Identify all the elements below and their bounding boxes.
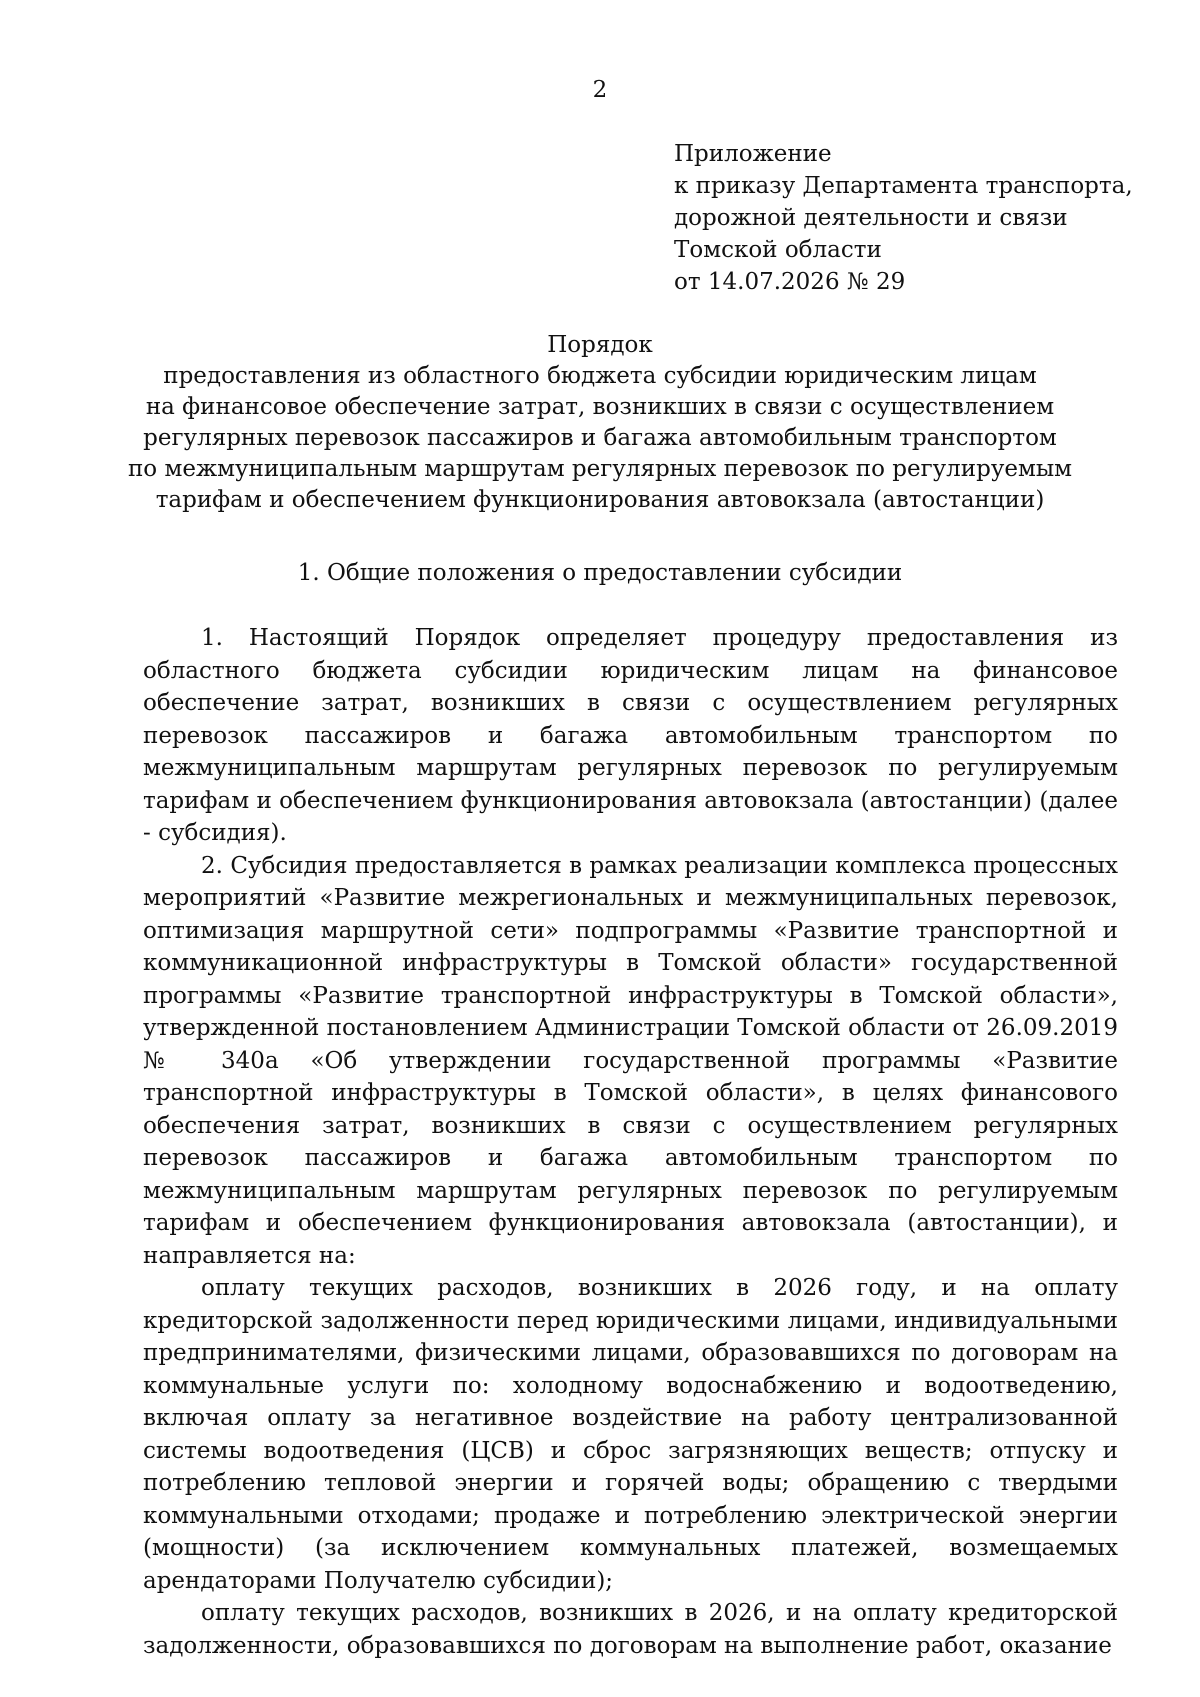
document-body — [143, 622, 1118, 1662]
title-line: предоставления из областного бюджета субсидии юридическим лицам — [163, 363, 1037, 389]
appendix-line: Томской области — [674, 237, 882, 263]
title-line: регулярных перевозок пассажиров и багажа автомобильным транспортом — [143, 425, 1057, 451]
title-line: тарифам и обеспечением функционирования автовокзала (автостанции) — [155, 487, 1045, 513]
paragraph: 2. Субсидия предоставляется в рамках реализации комплекса процессных мероприятий «Развитие межрегиональных и межмуниципальных перевозок, оптимизация маршрутной сети» подпрограммы «Развитие транспортной и коммуникационной инфраструктуры в Томской области» государственной программы «Развитие транспортной инфраструктуры в Томской области», утвержденной постановлением Администрации Томской области от 26.09.2019 № 340а «Об утверждении государственной программы «Развитие транспортной инфраструктуры в Томской области», в целях финансового обеспечения затрат, возникших в связи с осуществлением регулярных перевозок пассажиров и багажа автомобильным транспортом по межмуниципальным маршрутам регулярных перевозок по регулируемым тарифам и обеспечением функционирования автовокзала (автостанции), и направляется на: — [143, 852, 1118, 1269]
section-heading: 1. Общие положения о предоставлении субсидии — [297, 560, 903, 586]
paragraph: 1. Настоящий Порядок определяет процедуру предоставления из областного бюджета субсидии юридическим лицам на финансовое обеспечение затрат, возникших в связи с осуществлением регулярных перевозок пассажиров и багажа автомобильным транспортом по межмуниципальным маршрутам регулярных перевозок по регулируемым тарифам и обеспечением функционирования автовокзала (автостанции) (далее - субсидия). — [143, 625, 1118, 846]
appendix-line: дорожной деятельности и связи — [674, 205, 1068, 231]
title-line: на финансовое обеспечение затрат, возникших в связи с осуществлением — [145, 394, 1055, 420]
page-number: 2 — [592, 77, 608, 103]
appendix-block — [674, 138, 1133, 298]
appendix-line: к приказу Департамента транспорта, — [674, 173, 1133, 199]
paragraph: оплату текущих расходов, возникших в 2026 году, и на оплату кредиторской задолженности перед юридическими лицами, индивидуальными предпринимателями, физическими лицами, образовавшихся по договорам на коммунальные услуги по: холодному водоснабжению и водоотведению, включая оплату за негативное воздействие на работу централизованной системы водоотведения (ЦСВ) и сброс загрязняющих веществ; отпуску и потреблению тепловой энергии и горячей воды; обращению с твердыми коммунальными отходами; продаже и потреблению электрической энергии (мощности) (за исключением коммунальных платежей, возмещаемых арендаторами Получателю субсидии); — [143, 1275, 1118, 1594]
paragraph: оплату текущих расходов, возникших в 2026, и на оплату кредиторской задолженности, образовавшихся по договорам на выполнение работ, оказание — [143, 1600, 1118, 1659]
title-heading: Порядок — [547, 332, 653, 358]
appendix-line: Приложение — [674, 141, 832, 167]
title-line: по межмуниципальным маршрутам регулярных перевозок по регулируемым — [127, 456, 1073, 482]
document-title — [80, 330, 1120, 516]
appendix-line: от 14.07.2026 № 29 — [674, 269, 906, 295]
